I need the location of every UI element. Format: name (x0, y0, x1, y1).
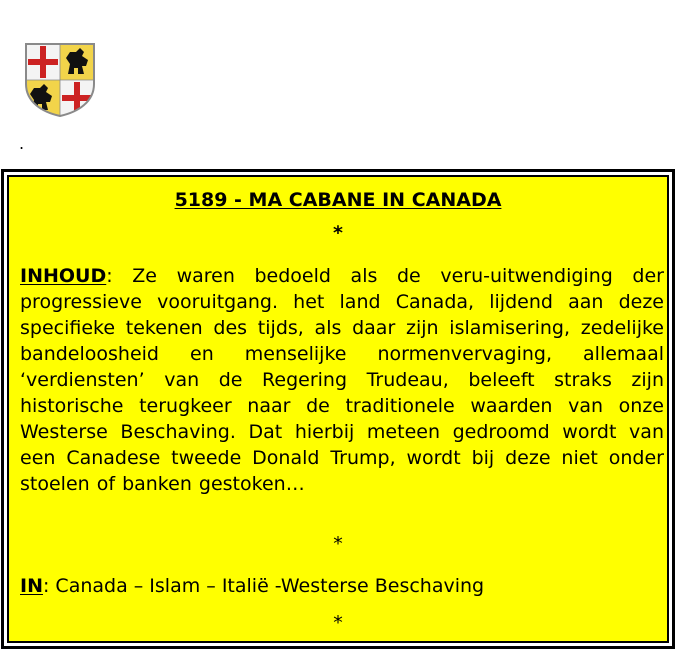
content-box (7, 175, 669, 643)
separator-star-3: * (333, 612, 343, 634)
leading-mark: . (19, 134, 25, 153)
in-label: IN (20, 575, 43, 597)
inhoud-text: : Ze waren bedoeld als de veru-uitwendiging der progressieve vooruitgang. het land Canada, lijdend aan deze specifieke tekenen des tijds, als daar zijn islamisering, zedelijke bandeloosheid en menselijke normenvervaging, allemaal ‘verdiensten’ van de Regering Trudeau, beleeft straks zijn historische terugkeer naar de traditionele waarden van onze Westerse Beschaving. Dat hierbij meteen gedroomd wordt van een Canadese tweede Donald Trump, wordt bij deze niet onder stoelen of banken gestoken… (20, 265, 664, 495)
separator-star-2: * (333, 533, 343, 555)
coat-of-arms-logo (22, 40, 98, 118)
inhoud-label: INHOUD (20, 265, 107, 287)
document-title: 5189 - MA CABANE IN CANADA (174, 189, 502, 211)
separator-star-1: * (333, 222, 343, 244)
inhoud-paragraph (20, 263, 664, 497)
in-paragraph (20, 573, 484, 599)
in-text: : Canada – Islam – Italië -Westerse Beschaving (42, 575, 485, 597)
